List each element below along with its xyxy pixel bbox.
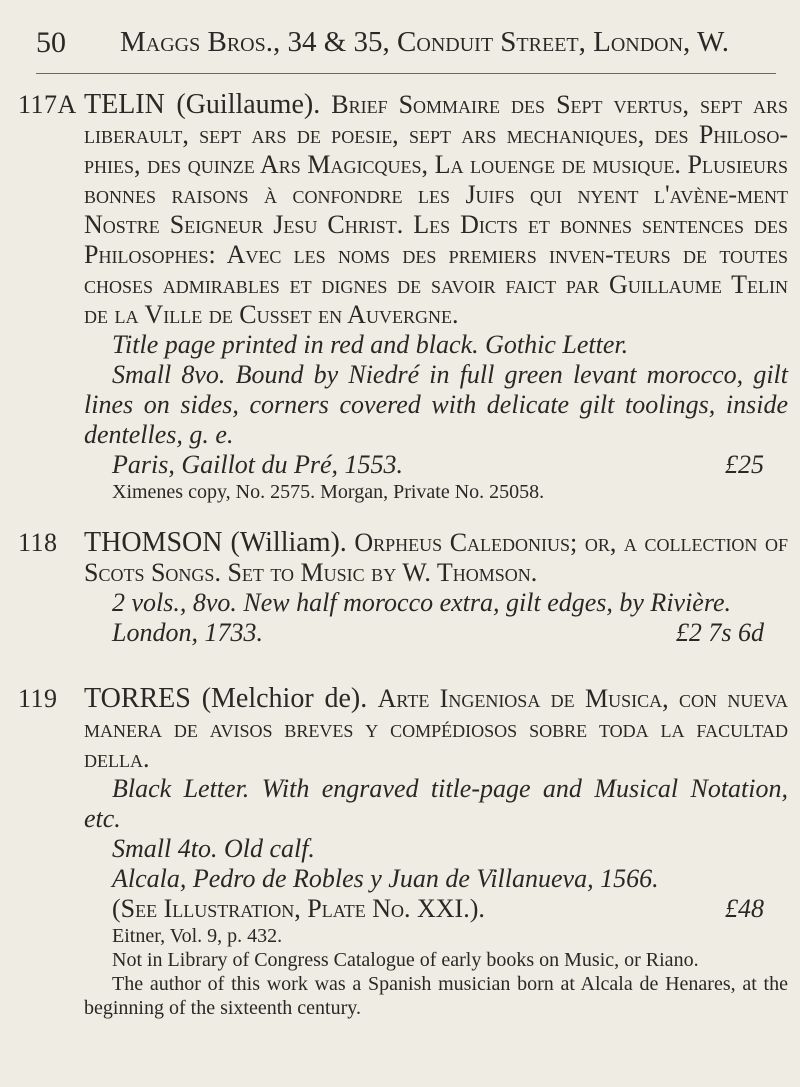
running-header [36,2,766,62]
page-number: 50 [36,26,66,59]
entry-imprint: Alcala, Pedro de Robles y Juan de Villanueva, 1566. [112,864,659,893]
entry-author: TELIN (Guillaume). [84,89,321,120]
entry-description: Black Letter. With engraved title-page and Musical Notation, etc. [84,774,788,833]
entry-body [84,528,788,648]
entry-illustration-line [84,894,788,924]
entry-imprint-line [84,450,788,480]
entry-price: £48 [725,894,764,923]
entry-binding: Small 8vo. Bound by Niedré in full green levant morocco, gilt lines on sides, corners covered with delicate gilt toolings, inside dentelles, g. e. [84,360,788,449]
entry-binding: 2 vols., 8vo. New half morocco extra, gilt edges, by Rivière. [112,588,732,617]
entry-note: The author of this work was a Spanish musician born at Alcala de Henares, at the beginning of the sixteenth century. [84,973,788,1019]
lot-number: 117A [18,90,77,119]
entry-imprint-line [84,618,788,648]
entry-title: Brief Sommaire des Sept vertus, sept ars liberault, sept ars de poesie, sept ars mechaniques, des Philoso-phies, des quinze Ars Magicques, La louenge de musique. Plusieurs bonnes raisons à confondre les Juifs qui nyent l'avène-ment Nostre Seigneur Jesu Christ. Les Dicts et bonnes sentences des Philosophes: Avec les noms des premiers inven-teurs de toutes choses admirables et dignes de savoir faict par Guillaume Telin de la Ville de Cusset en Auvergne. [84,90,789,329]
entry-description: Title page printed in red and black. Gothic Letter. [112,330,629,359]
entry-body [84,90,788,504]
entry-price: £25 [725,450,764,479]
entry-imprint: Paris, Gaillot du Pré, 1553. [112,450,404,479]
entry-title: Orpheus Caledonius; or, a collection of Scots Songs. Set to Music by W. Thomson. [84,528,788,587]
entry-illustration-ref: (See Illustration, Plate No. XXI.). [112,894,485,923]
entry-binding: Small 4to. Old calf. [112,834,315,863]
lot-number: 119 [18,684,58,713]
entry-title: Arte Ingeniosa de Musica, con nueva manera de avisos breves y compédiosos sobre toda la facultad della. [84,684,789,773]
entry-body [84,684,788,1020]
running-head-title: Maggs Bros., 34 & 35, Conduit Street, London, W. [120,26,729,58]
lot-number: 118 [18,528,58,557]
entry-note: Eitner, Vol. 9, p. 432. [112,925,283,947]
entry-note: Not in Library of Congress Catalogue of early books on Music, or Riano. [112,949,699,971]
entry-author: TORRES (Melchior de). [84,683,368,714]
entry-author: THOMSON (William). [84,527,347,558]
entry-imprint: London, 1733. [112,618,263,647]
entry-provenance-note: Ximenes copy, No. 2575. Morgan, Private No. 25058. [112,481,545,503]
entry-price: £2 7s 6d [675,618,764,647]
header-rule [36,73,776,74]
